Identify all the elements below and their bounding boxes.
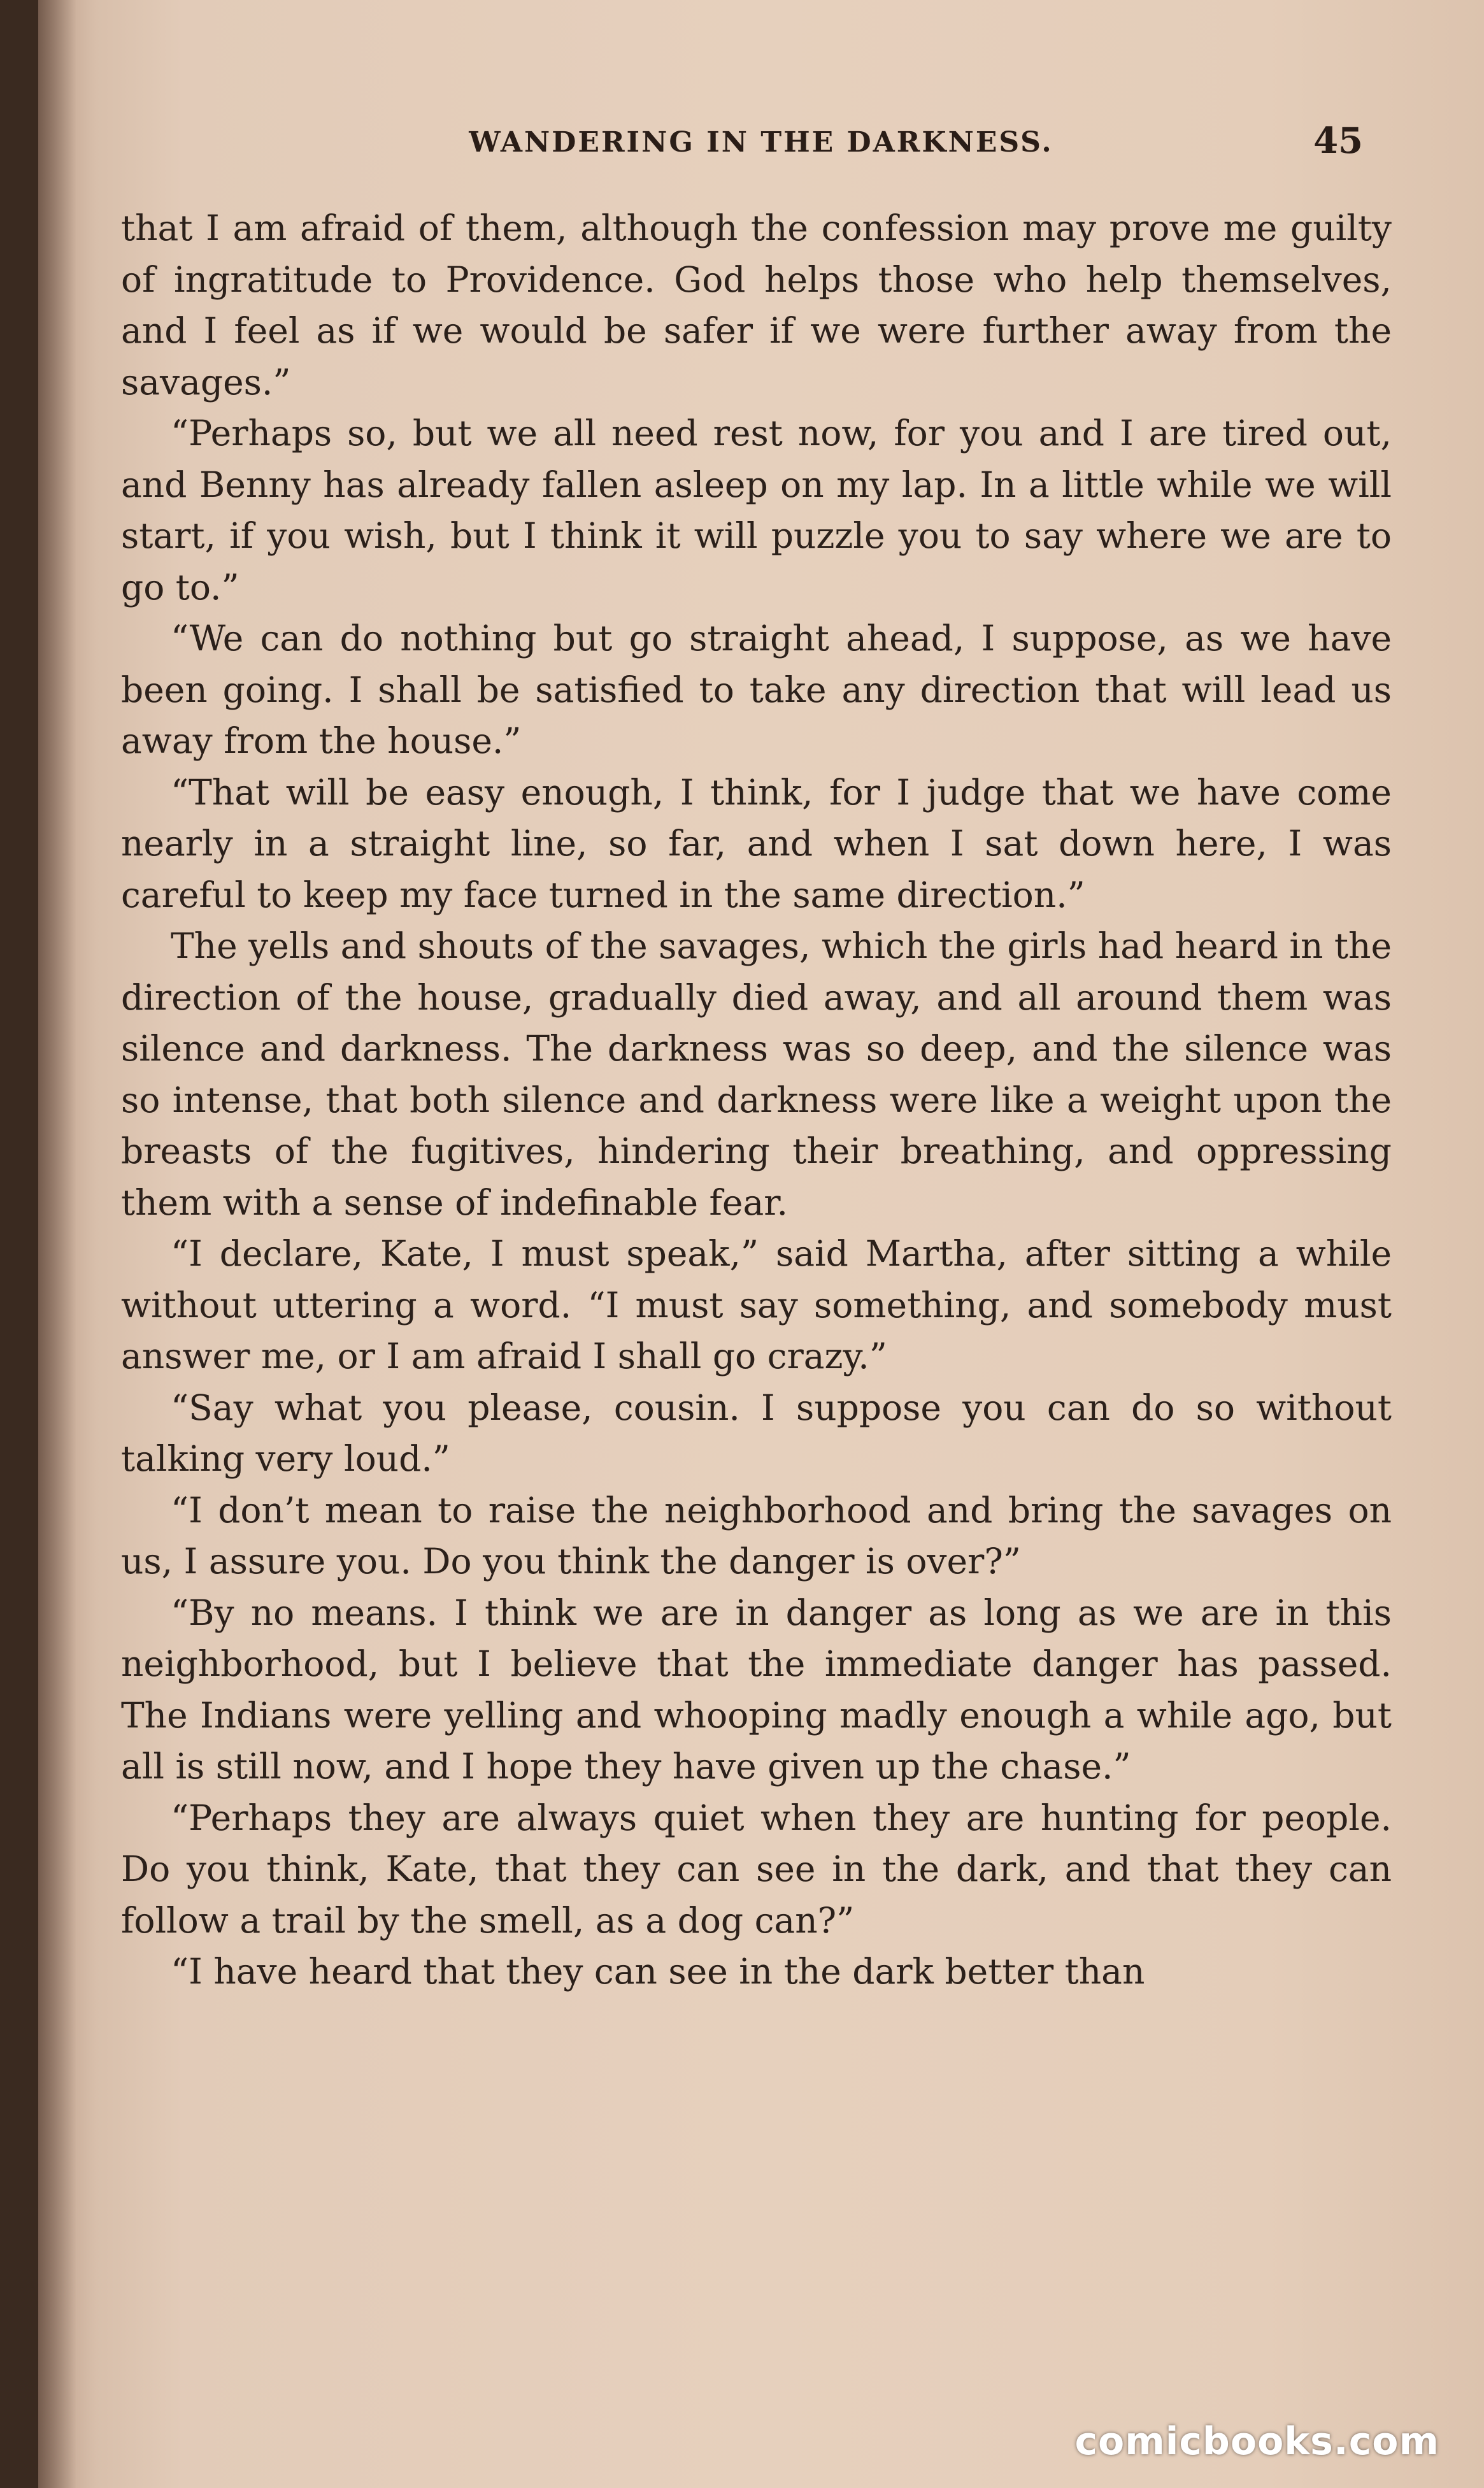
watermark: comicbooks.com — [1074, 2419, 1439, 2464]
paragraph: “I have heard that they can see in the dark better than — [171, 1951, 1145, 1992]
paragraph: “By no means. I think we are in danger as long as we are in this neighborhood, but I believe that the immediate danger has passed. The Indians were yelling and whooping madly enough a while ago, but all is still now, and I hope they have given up the chase.” — [121, 1592, 1392, 1787]
paragraph: “Perhaps so, but we all need rest now, for you and I are tired out, and Benny has already fallen asleep on my lap. In a little while we will start, if you wish, but I think it will puzzle you to say where we are to go to.” — [121, 413, 1392, 608]
paragraph: “Say what you please, cousin. I suppose you can do so without talking very loud.” — [121, 1387, 1392, 1479]
book-page — [38, 0, 1484, 2488]
running-head: WANDERING IN THE DARKNESS. — [469, 126, 1053, 159]
paragraph: “I declare, Kate, I must speak,” said Martha, after sitting a while without uttering a word. “I must say something, and somebody must answer me, or I am afraid I shall go crazy.” — [121, 1233, 1392, 1376]
paragraph: “We can do nothing but go straight ahead, I suppose, as we have been going. I shall be satisfied to take any direction that will lead us away from the house.” — [121, 618, 1392, 761]
paragraph: “Perhaps they are always quiet when they are hunting for people. Do you think, Kate, that they can see in the dark, and that they can follow a trail by the smell, as a dog can?” — [121, 1797, 1392, 1941]
paragraph: “That will be easy enough, I think, for I judge that we have come nearly in a straight line, so far, and when I sat down here, I was careful to keep my face turned in the same direction.” — [121, 771, 1392, 915]
body-text — [121, 203, 1392, 1998]
paragraph: that I am afraid of them, although the confession may prove me guilty of ingratitude to Providence. God helps those who help themselves, and I feel as if we would be safer if we were further away from the savages.” — [121, 208, 1392, 403]
paragraph: “I don’t mean to raise the neighborhood and bring the savages on us, I assure you. Do you think the danger is over?” — [121, 1489, 1392, 1582]
page-number: 45 — [1313, 120, 1363, 162]
page-header — [38, 120, 1484, 171]
paragraph: The yells and shouts of the savages, which the girls had heard in the direction of the house, gradually died away, and all around them was silence and darkness. The darkness was so deep, and the silence was so intense, that both silence and darkness were like a weight upon the breasts of the fugitives, hindering their breathing, and oppressing them with a sense of indefinable fear. — [121, 926, 1392, 1223]
